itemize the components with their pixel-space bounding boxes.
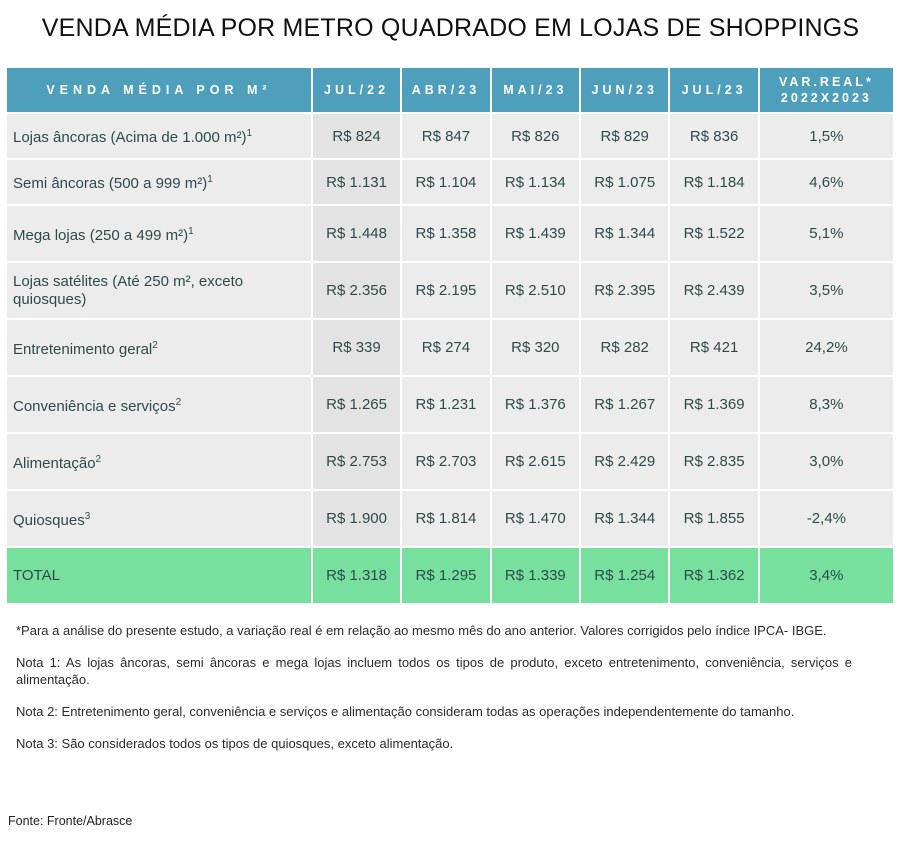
var-cell: 3,0% xyxy=(760,434,893,489)
value-cell: R$ 1.075 xyxy=(581,160,668,204)
total-label: TOTAL xyxy=(7,548,311,603)
footnote-marker: 2 xyxy=(152,339,158,351)
sales-table xyxy=(5,66,895,605)
value-cell: R$ 1.231 xyxy=(402,377,489,432)
value-cell: R$ 1.439 xyxy=(492,206,579,261)
total-value-cell: R$ 1.318 xyxy=(313,548,400,603)
value-cell: R$ 2.195 xyxy=(402,263,489,318)
table-row xyxy=(7,160,893,204)
var-cell: 3,5% xyxy=(760,263,893,318)
value-cell: R$ 274 xyxy=(402,320,489,375)
value-cell: R$ 282 xyxy=(581,320,668,375)
row-label-text: Conveniência e serviços xyxy=(13,397,176,415)
value-cell: R$ 1.184 xyxy=(670,160,757,204)
value-cell: R$ 2.753 xyxy=(313,434,400,489)
row-label-text: Lojas âncoras (Acima de 1.000 m²) xyxy=(13,129,247,146)
table-row xyxy=(7,434,893,489)
row-label-text: Entretenimento geral xyxy=(13,340,153,358)
footnote-marker: 2 xyxy=(175,396,182,408)
notes xyxy=(16,622,852,767)
value-cell: R$ 1.522 xyxy=(670,206,757,261)
var-cell: 24,2% xyxy=(760,320,893,375)
row-label-text: Semi âncoras (500 a 999 m²) xyxy=(13,175,208,192)
value-cell: R$ 1.369 xyxy=(670,377,757,432)
table-row xyxy=(7,263,893,318)
row-label xyxy=(7,114,311,158)
table-body xyxy=(7,114,893,603)
value-cell: R$ 1.448 xyxy=(313,206,400,261)
header-jul23: JUL/23 xyxy=(670,68,757,112)
row-label xyxy=(7,320,311,375)
value-cell: R$ 826 xyxy=(492,114,579,158)
value-cell: R$ 1.344 xyxy=(581,206,668,261)
row-label xyxy=(7,434,311,489)
value-cell: R$ 1.344 xyxy=(581,491,668,546)
value-cell: R$ 1.267 xyxy=(581,377,668,432)
row-label-text: Quiosques xyxy=(13,511,85,529)
table-row xyxy=(7,377,893,432)
var-cell: 5,1% xyxy=(760,206,893,261)
total-value-cell: R$ 1.339 xyxy=(492,548,579,603)
footnote-marker: 3 xyxy=(84,510,91,522)
total-value-cell: R$ 1.254 xyxy=(581,548,668,603)
header-abr23: ABR/23 xyxy=(402,68,489,112)
header-var-real-line1: VAR.REAL* xyxy=(778,75,874,89)
header-label: VENDA MÉDIA POR M² xyxy=(7,68,311,112)
value-cell: R$ 1.134 xyxy=(492,160,579,204)
value-cell: R$ 1.104 xyxy=(402,160,489,204)
total-value-cell: R$ 1.295 xyxy=(402,548,489,603)
source: Fonte: Fronte/Abrasce xyxy=(8,814,133,828)
header-jun23: JUN/23 xyxy=(581,68,668,112)
footnote-marker: 1 xyxy=(207,174,213,185)
value-cell: R$ 836 xyxy=(670,114,757,158)
value-cell: R$ 2.395 xyxy=(581,263,668,318)
table-row xyxy=(7,491,893,546)
value-cell: R$ 1.900 xyxy=(313,491,400,546)
value-cell: R$ 320 xyxy=(492,320,579,375)
note-1: Nota 1: As lojas âncoras, semi âncoras e mega lojas incluem todos os tipos de produto, exceto entretenimento, conveniência, serviços e alimentação. xyxy=(16,655,852,687)
value-cell: R$ 2.356 xyxy=(313,263,400,318)
footnote-marker: 2 xyxy=(95,453,102,465)
value-cell: R$ 847 xyxy=(402,114,489,158)
header-var-real-line2: 2022X2023 xyxy=(780,91,872,105)
total-var-cell: 3,4% xyxy=(760,548,893,603)
value-cell: R$ 2.835 xyxy=(670,434,757,489)
value-cell: R$ 1.814 xyxy=(402,491,489,546)
var-cell: -2,4% xyxy=(760,491,893,546)
footnote-marker: 1 xyxy=(188,225,194,237)
value-cell: R$ 1.265 xyxy=(313,377,400,432)
row-label-text: Alimentação xyxy=(13,454,96,472)
total-row xyxy=(7,548,893,603)
value-cell: R$ 2.615 xyxy=(492,434,579,489)
row-label xyxy=(7,377,311,432)
value-cell: R$ 2.703 xyxy=(402,434,489,489)
var-cell: 1,5% xyxy=(760,114,893,158)
var-cell: 8,3% xyxy=(760,377,893,432)
value-cell: R$ 1.470 xyxy=(492,491,579,546)
note-2: Nota 2: Entretenimento geral, conveniência e serviços e alimentação consideram todas as operações independentemente do tamanho. xyxy=(16,704,795,719)
footnote-marker: 1 xyxy=(246,128,252,139)
row-label xyxy=(7,263,311,318)
value-cell: R$ 824 xyxy=(313,114,400,158)
note-asterisk: *Para a análise do presente estudo, a variação real é em relação ao mesmo mês do ano anterior. Valores corrigidos pelo índice IPCA- IBGE. xyxy=(16,623,827,638)
row-label xyxy=(7,160,311,204)
table-header-row xyxy=(7,68,893,112)
header-var-real xyxy=(760,68,893,112)
var-cell: 4,6% xyxy=(760,160,893,204)
value-cell: R$ 1.358 xyxy=(402,206,489,261)
value-cell: R$ 1.376 xyxy=(492,377,579,432)
value-cell: R$ 2.510 xyxy=(492,263,579,318)
value-cell: R$ 1.131 xyxy=(313,160,400,204)
value-cell: R$ 2.429 xyxy=(581,434,668,489)
header-mai23: MAI/23 xyxy=(492,68,579,112)
value-cell: R$ 339 xyxy=(313,320,400,375)
row-label-text: Mega lojas (250 a 499 m²) xyxy=(13,226,189,244)
page-title: VENDA MÉDIA POR METRO QUADRADO EM LOJAS DE SHOPPINGS xyxy=(41,14,860,42)
row-label xyxy=(7,491,311,546)
value-cell: R$ 421 xyxy=(670,320,757,375)
table-row xyxy=(7,206,893,261)
table-row xyxy=(7,320,893,375)
table-row xyxy=(7,114,893,158)
note-3: Nota 3: São considerados todos os tipos de quiosques, exceto alimentação. xyxy=(16,736,454,751)
value-cell: R$ 829 xyxy=(581,114,668,158)
total-value-cell: R$ 1.362 xyxy=(670,548,757,603)
value-cell: R$ 2.439 xyxy=(670,263,757,318)
header-jul22: JUL/22 xyxy=(313,68,400,112)
row-label-text: Lojas satélites (Até 250 m², exceto quiosques) xyxy=(13,272,244,308)
value-cell: R$ 1.855 xyxy=(670,491,757,546)
row-label xyxy=(7,206,311,261)
